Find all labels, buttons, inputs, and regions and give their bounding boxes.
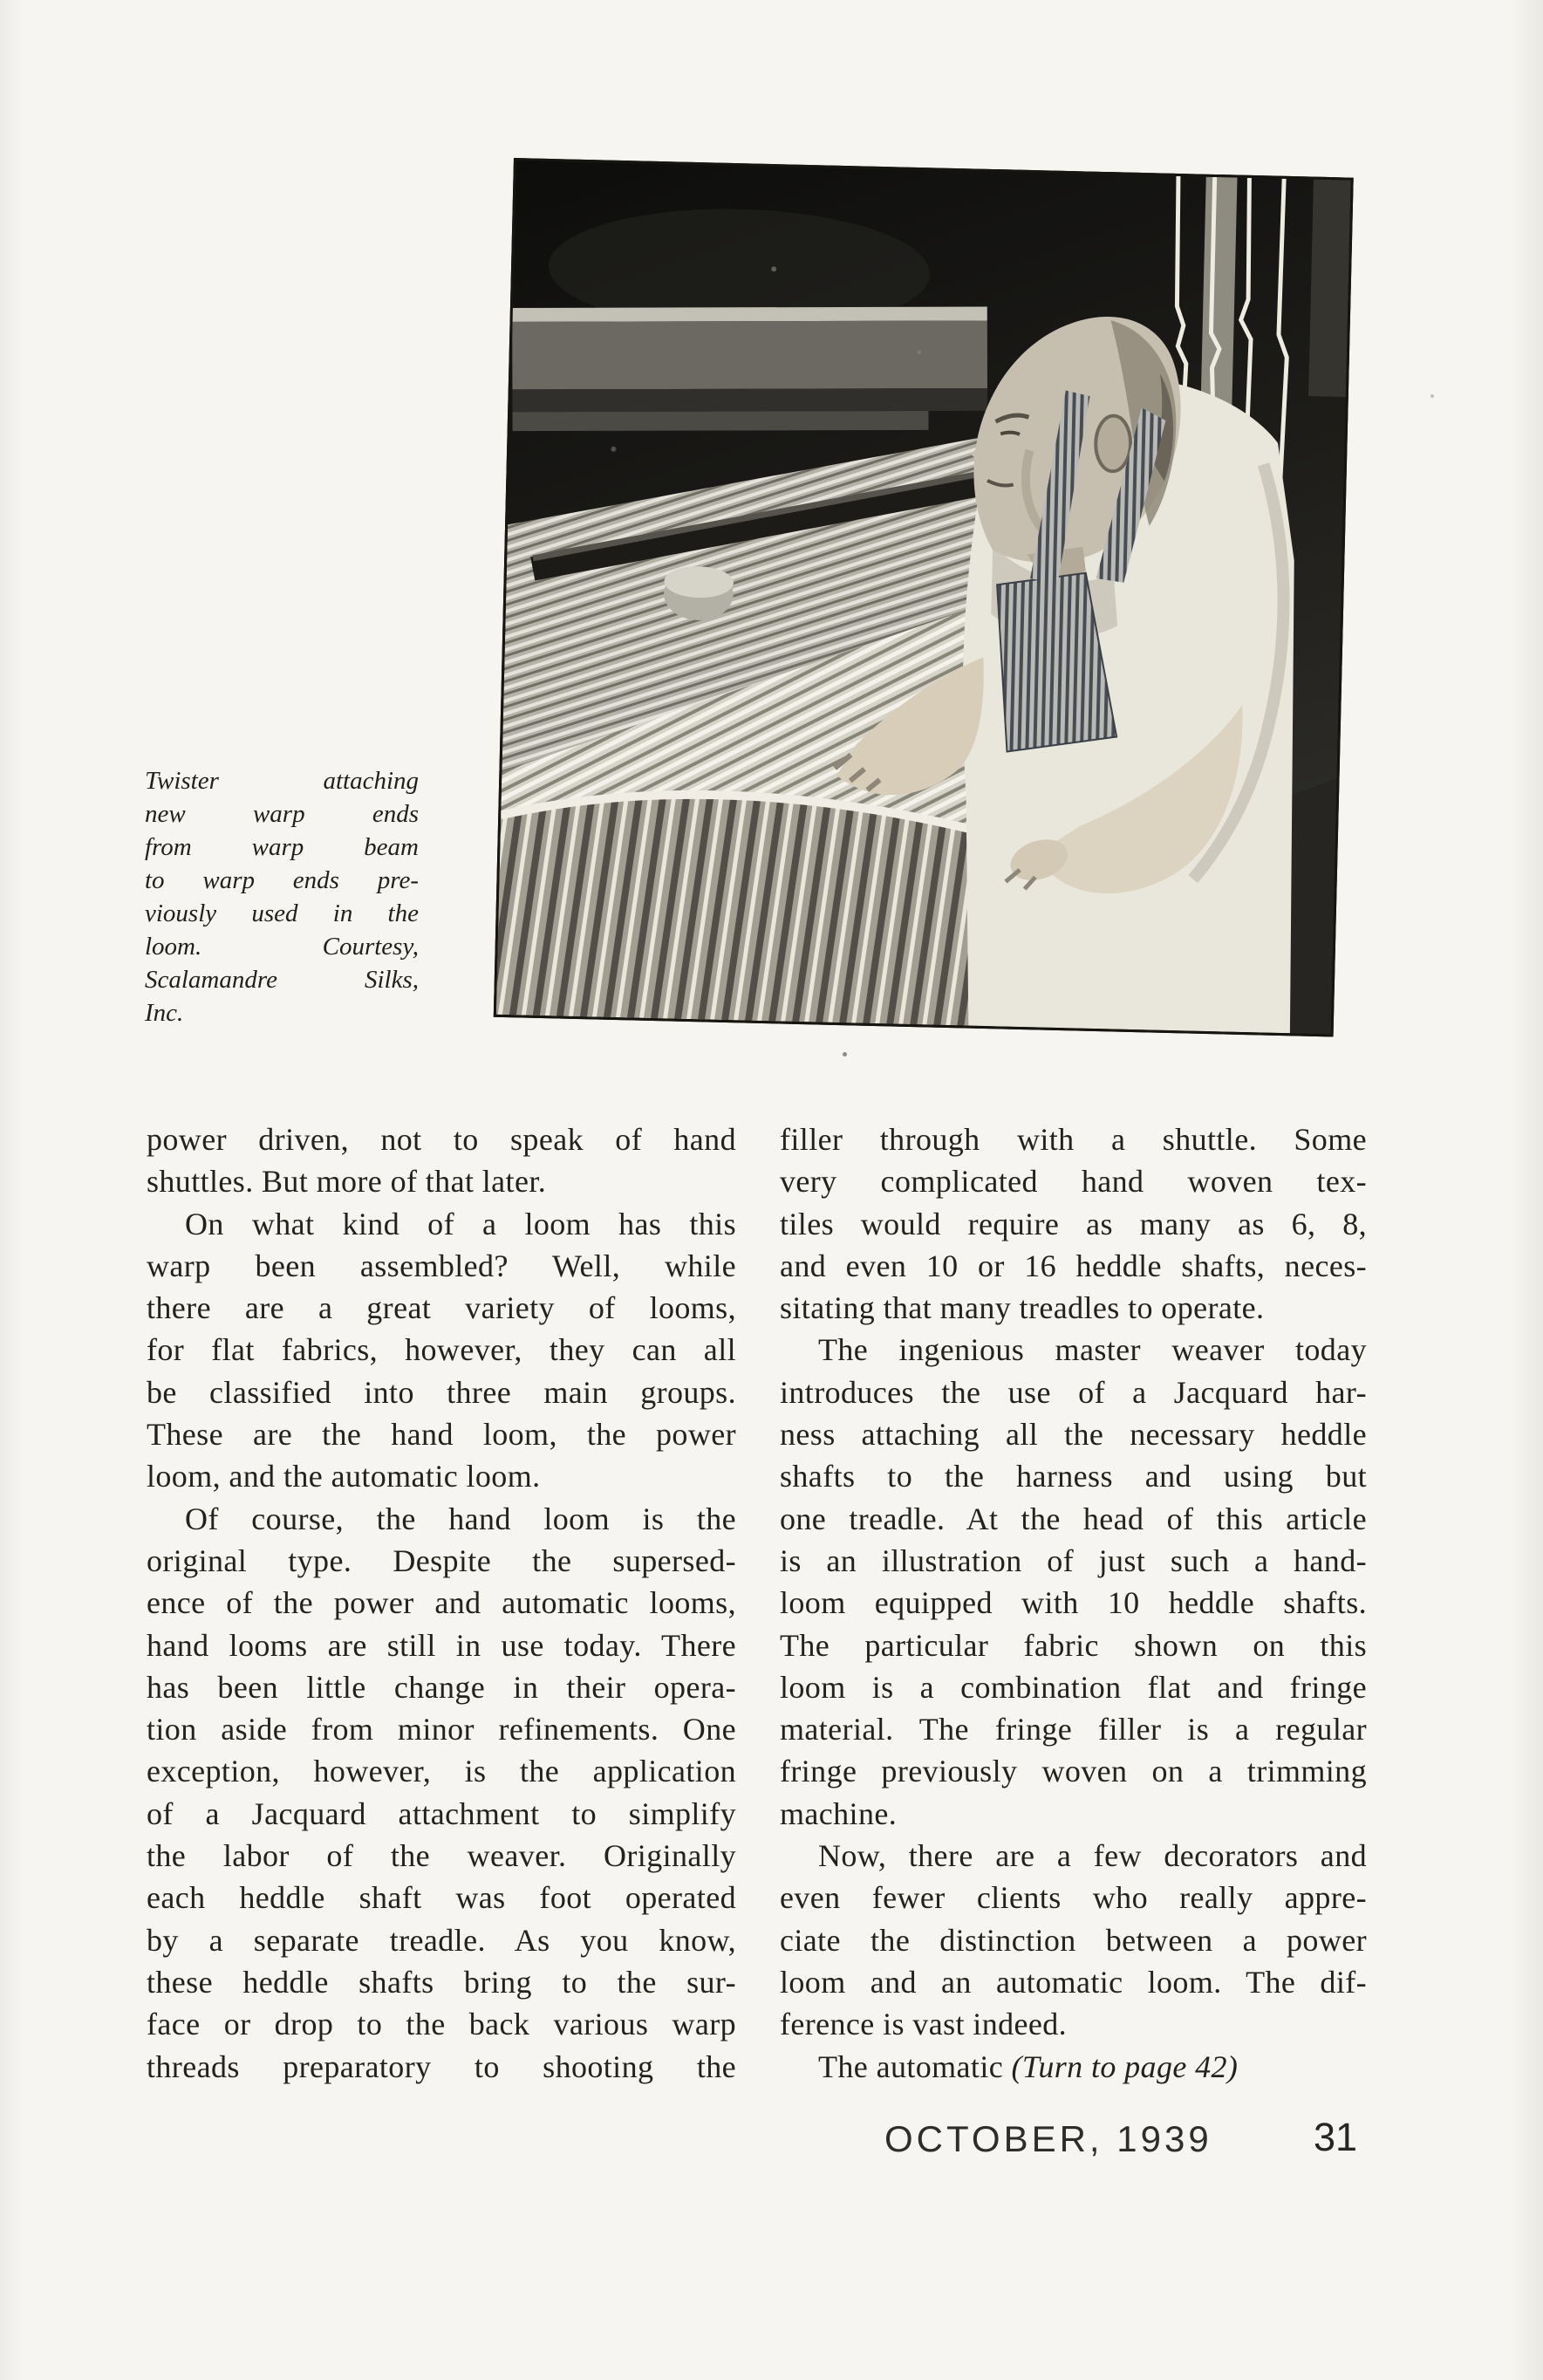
text-line: warp been assembled? Well, while: [147, 1248, 736, 1283]
text-line: fringe previously woven on a trimming: [780, 1754, 1367, 1789]
text-line: loom. Courtesy,: [145, 933, 419, 961]
text-line: tion aside from minor refinements. One: [147, 1712, 736, 1747]
loom-photo: [494, 158, 1354, 1036]
text-line: from warp beam: [145, 833, 419, 861]
text-line: The automatic (Turn to page 42): [818, 2048, 1239, 2084]
text-line: very complicated hand woven tex-: [780, 1164, 1367, 1200]
text-line: threads preparatory to shooting the: [147, 2048, 736, 2084]
text-line: ness attaching all the necessary heddle: [780, 1417, 1367, 1453]
text-line: loom and an automatic loom. The dif-: [780, 1964, 1367, 2000]
text-line: loom equipped with 10 heddle shafts.: [780, 1585, 1367, 1621]
text-line: tiles would require as many as 6, 8,: [780, 1206, 1367, 1241]
text-line: Scalamandre Silks,: [145, 966, 419, 994]
text-line: Inc.: [145, 999, 184, 1027]
scan-fleck: [1430, 394, 1434, 398]
text-line: sitating that many treadles to operate.: [780, 1290, 1265, 1326]
text-line: Twister attaching: [145, 767, 419, 795]
text-line: shafts to the harness and using but: [780, 1459, 1367, 1494]
text-line: these heddle shafts bring to the sur-: [147, 1964, 736, 2000]
text-line: loom is a combination flat and fringe: [780, 1669, 1367, 1705]
body-column-right: [780, 1118, 1367, 2088]
text-line: ference is vast indeed.: [780, 2007, 1068, 2042]
text-line: material. The fringe filler is a regular: [780, 1712, 1367, 1747]
text-line: one treadle. At the head of this article: [780, 1501, 1367, 1536]
footer-date: OCTOBER, 1939: [884, 2118, 1212, 2159]
text-line: each heddle shaft was foot operated: [147, 1880, 736, 1916]
text-line: Now, there are a few decorators and: [818, 1838, 1367, 1874]
text-line: hand looms are still in use today. There: [147, 1627, 736, 1663]
text-line: power driven, not to speak of hand: [147, 1122, 736, 1157]
text-line: introduces the use of a Jacquard har-: [780, 1374, 1367, 1410]
text-line: is an illustration of just such a hand-: [780, 1542, 1367, 1578]
photo-caption: [145, 764, 419, 1029]
text-line: to warp ends pre-: [145, 866, 419, 894]
text-line: On what kind of a loom has this: [185, 1206, 736, 1241]
text-line: new warp ends: [145, 800, 419, 828]
text-line: Of course, the hand loom is the: [185, 1501, 736, 1536]
text-line: exception, however, is the application: [147, 1754, 736, 1789]
text-line: by a separate treadle. As you know,: [147, 1922, 736, 1958]
loom-photo-illustration: [496, 161, 1351, 1034]
footer-page-number: 31: [1313, 2115, 1357, 2159]
text-line: These are the hand loom, the power: [147, 1417, 736, 1453]
text-line: viously used in the: [145, 899, 419, 927]
text-line: filler through with a shuttle. Some: [780, 1122, 1367, 1157]
text-line: even fewer clients who really appre-: [780, 1880, 1367, 1916]
text-line: be classified into three main groups.: [147, 1374, 736, 1410]
text-line: ciate the distinction between a power: [780, 1922, 1367, 1958]
body-column-left: [147, 1118, 736, 2088]
text-line: The ingenious master weaver today: [818, 1332, 1367, 1368]
text-line: original type. Despite the supersed-: [147, 1542, 736, 1578]
loom-beam: [512, 307, 987, 432]
text-line: there are a great variety of looms,: [147, 1290, 736, 1326]
weaver-ear: [1096, 415, 1131, 472]
text-line: loom, and the automatic loom.: [147, 1459, 541, 1494]
text-line: of a Jacquard attachment to simplify: [147, 1795, 736, 1831]
scan-fleck: [843, 1052, 847, 1057]
text-line: has been little change in their opera-: [147, 1669, 736, 1705]
text-line: and even 10 or 16 heddle shafts, neces-: [780, 1248, 1367, 1283]
text-line: the labor of the weaver. Originally: [147, 1838, 736, 1874]
text-line: for flat fabrics, however, they can all: [147, 1332, 736, 1368]
text-line: The particular fabric shown on this: [780, 1627, 1367, 1663]
text-line: shuttles. But more of that later.: [147, 1164, 547, 1200]
text-line: machine.: [780, 1795, 898, 1831]
text-line: face or drop to the back various warp: [147, 2007, 736, 2042]
text-line: ence of the power and automatic looms,: [147, 1585, 736, 1621]
